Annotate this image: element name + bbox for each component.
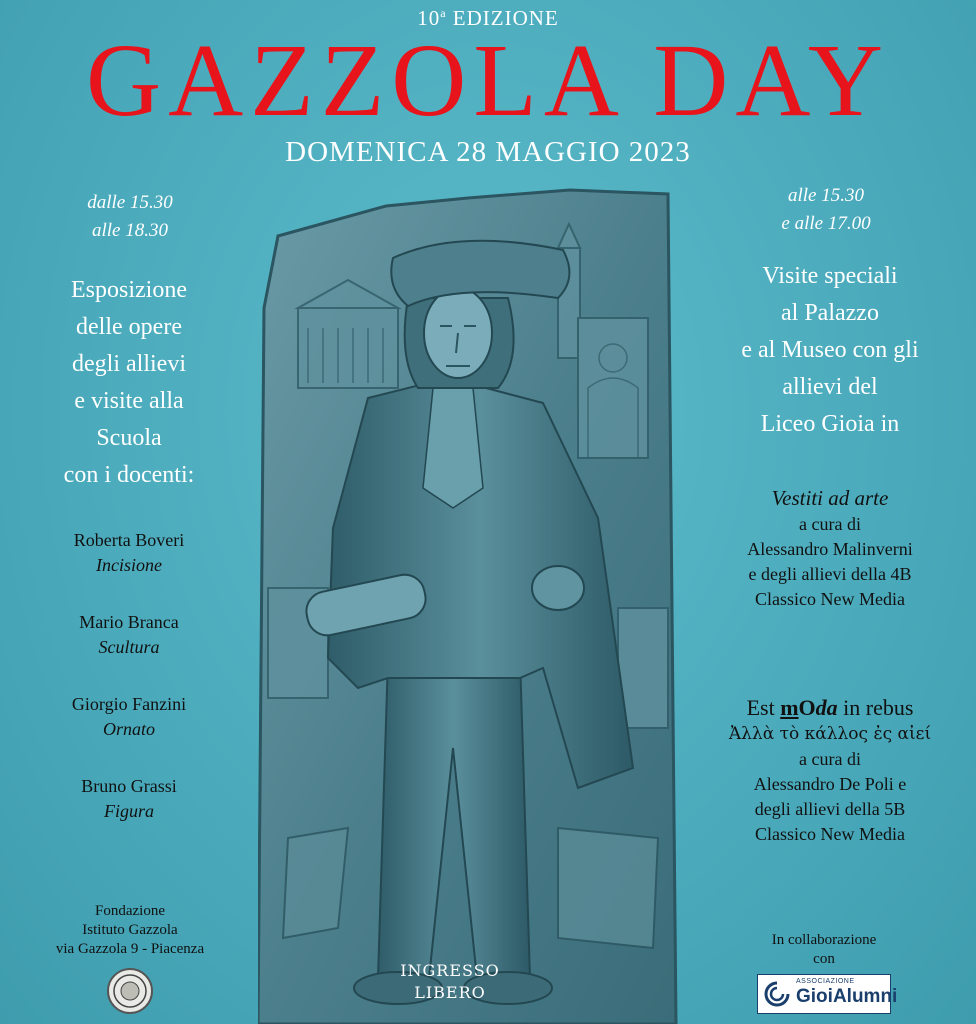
project-line: degli allievi della 5B	[754, 799, 906, 819]
foundation-seal-icon	[107, 968, 153, 1014]
left-description-line: Esposizione	[71, 277, 187, 303]
left-time-line: dalle 15.30	[87, 192, 173, 213]
right-time	[716, 182, 936, 238]
teacher-entry	[0, 528, 258, 610]
foundation-line: via Gazzola 9 - Piacenza	[55, 941, 205, 957]
event-date: DOMENICA 28 MAGGIO 2023	[285, 136, 691, 168]
right-description-line: e al Museo con gli	[741, 337, 919, 363]
teacher-subject: Ornato	[102, 719, 155, 739]
left-time-line: alle 18.30	[92, 220, 168, 241]
right-description-line: al Palazzo	[781, 300, 879, 326]
left-description	[0, 272, 258, 494]
right-time-line: alle 15.30	[788, 185, 864, 206]
project-greek-motto: Ἀλλὰ τὸ κάλλος ἐς αἰεί	[728, 724, 932, 744]
teacher-name: Giorgio Fanzini	[71, 694, 187, 714]
foundation-line: Fondazione	[95, 903, 165, 919]
teacher-entry	[0, 774, 258, 856]
teacher-name: Roberta Boveri	[73, 530, 185, 550]
gioialumni-swirl-icon	[762, 979, 792, 1009]
free-entry-line: LIBERO	[414, 983, 486, 1002]
free-entry-line: INGRESSO	[400, 961, 500, 980]
project-title: Est mOda in rebus	[746, 695, 914, 720]
collaboration-line: con	[813, 951, 835, 967]
teacher-name: Bruno Grassi	[81, 776, 177, 796]
teacher-subject: Scultura	[98, 637, 160, 657]
logo-association-text: ASSOCIAZIONE	[796, 978, 855, 985]
project-line: Alessandro De Poli e	[753, 774, 907, 794]
foundation-line: Istituto Gazzola	[82, 922, 178, 938]
statue-relief-image	[258, 188, 680, 1024]
right-description-line: Visite speciali	[762, 263, 898, 289]
teacher-entry	[0, 692, 258, 774]
project-line: e degli allievi della 4B	[748, 564, 912, 584]
edition-label: 10$^a$ EDIZIONE	[417, 6, 559, 30]
teacher-list	[0, 528, 258, 856]
foundation-address	[20, 902, 240, 959]
right-time-line: e alle 17.00	[781, 213, 871, 234]
free-entry	[380, 960, 520, 1004]
right-description-line: Liceo Gioia in	[760, 411, 900, 437]
left-description-line: Scuola	[96, 425, 162, 451]
left-time	[20, 189, 240, 245]
right-description	[690, 258, 970, 443]
teacher-entry	[0, 610, 258, 692]
project-title: Vestiti ad arte	[771, 486, 889, 510]
teacher-subject: Figura	[103, 801, 154, 821]
gioialumni-logo	[757, 974, 898, 1014]
left-description-line: delle opere	[76, 314, 182, 340]
project-line: a cura di	[799, 749, 861, 769]
left-description-line: degli allievi	[72, 351, 186, 377]
logo-name-text: GioiAlumni	[796, 986, 898, 1007]
project-line: a cura di	[799, 514, 861, 534]
left-description-line: con i docenti:	[63, 462, 195, 488]
project-vestiti	[690, 484, 970, 612]
right-description-line: allievi del	[782, 374, 878, 400]
project-est-moda	[690, 694, 970, 847]
event-title: GAZZOLA DAY	[85, 23, 891, 138]
collaboration-label	[724, 931, 924, 969]
collaboration-line: In collaborazione	[771, 932, 877, 948]
teacher-name: Mario Branca	[79, 612, 179, 632]
project-line: Alessandro Malinverni	[747, 539, 913, 559]
left-description-line: e visite alla	[74, 388, 184, 414]
project-line: Classico New Media	[755, 824, 905, 844]
project-line: Classico New Media	[755, 589, 905, 609]
teacher-subject: Incisione	[96, 555, 162, 575]
